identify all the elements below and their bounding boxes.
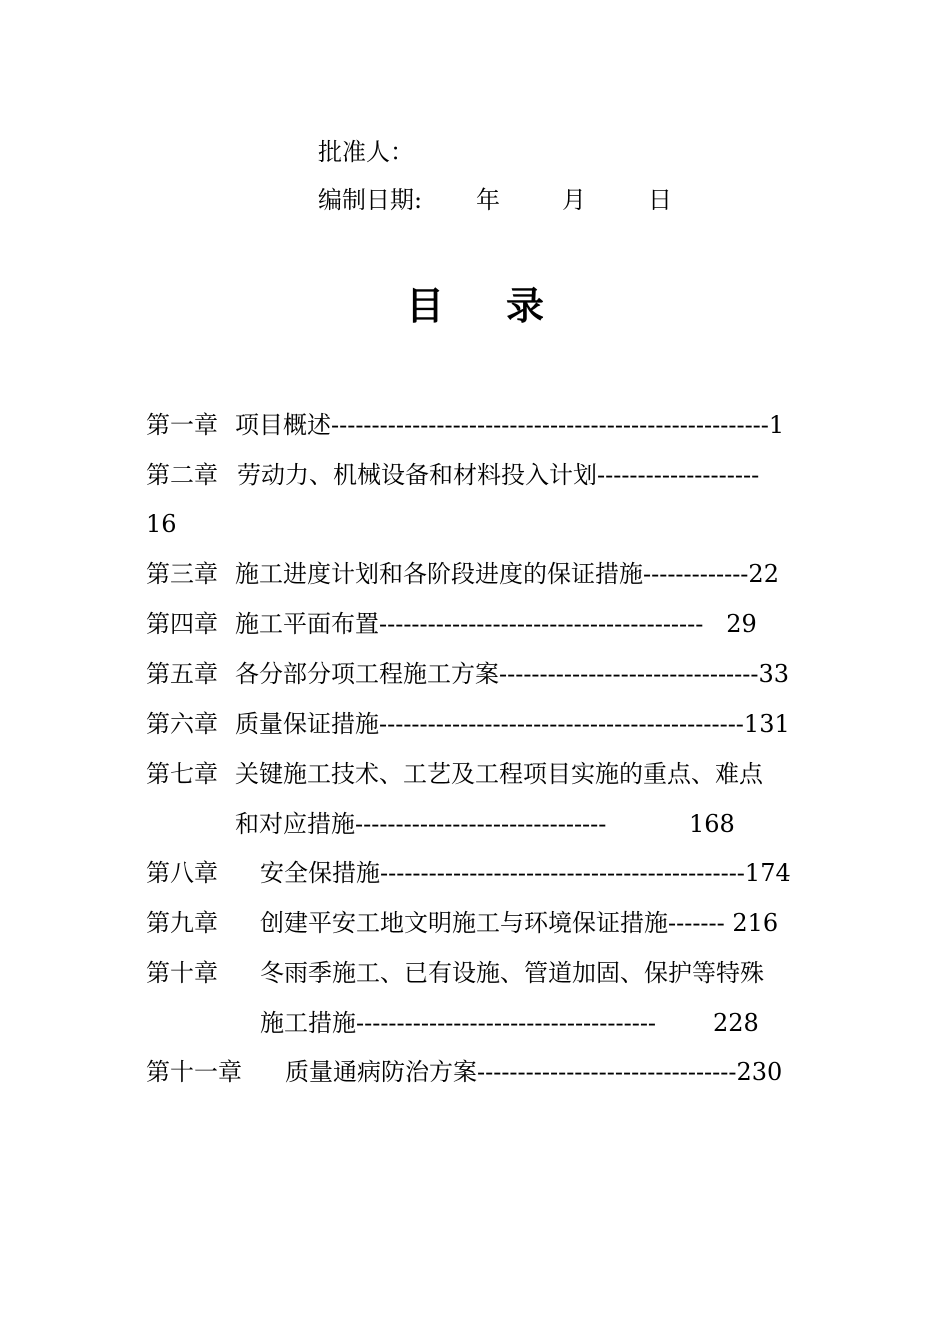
toc-page-number: 16 [146, 510, 177, 538]
toc-entry-8 [146, 858, 791, 888]
approver-line [318, 137, 414, 167]
toc-entry-5 [146, 659, 789, 689]
toc-title-char-2: 录 [506, 283, 545, 328]
toc-chapter-label: 第七章 [146, 760, 218, 788]
toc-chapter-label: 第八章 [146, 859, 218, 887]
toc-entry-7 [146, 759, 763, 789]
toc-entry-text: 冬雨季施工、已有设施、管道加固、保护等特殊 [260, 959, 764, 987]
toc-entry-text: 劳动力、机械设备和材料投入计划-------------------- [237, 461, 760, 489]
toc-chapter-label: 第三章 [146, 560, 218, 588]
toc-entry-7-cont [235, 809, 606, 839]
toc-entry-text: 各分部分项工程施工方案--------------------------------33 [235, 660, 790, 688]
year-label: 年 [476, 186, 500, 214]
toc-chapter-label: 第十一章 [146, 1058, 242, 1086]
toc-entry-10 [146, 958, 764, 988]
day-label: 日 [648, 186, 672, 214]
toc-entry-11 [146, 1057, 782, 1087]
toc-entry-text: 项目概述------------------------------------------------------1 [235, 411, 785, 439]
toc-chapter-label: 第十章 [146, 959, 218, 987]
toc-entry-6 [146, 709, 790, 739]
toc-entry-text: 安全保措施---------------------------------------------174 [260, 859, 791, 887]
toc-entry-10-page [713, 1008, 759, 1038]
toc-entry-text: 关键施工技术、工艺及工程项目实施的重点、难点 [235, 760, 763, 788]
toc-entry-3 [146, 559, 779, 589]
toc-chapter-label: 第一章 [146, 411, 218, 439]
toc-entry-text: 和对应措施------------------------------- [235, 810, 607, 838]
toc-entry-text: 施工平面布置---------------------------------------- 29 [235, 610, 757, 638]
toc-entry-text: 质量保证措施---------------------------------------------131 [235, 710, 790, 738]
toc-chapter-label: 第六章 [146, 710, 218, 738]
toc-entry-2-page [146, 509, 177, 539]
approver-label: 批准人： [318, 138, 414, 166]
toc-chapter-label: 第四章 [146, 610, 218, 638]
toc-entry-9 [146, 908, 778, 938]
toc-title-char-1: 目 [405, 283, 444, 328]
toc-chapter-label: 第五章 [146, 660, 218, 688]
toc-entry-2 [146, 460, 759, 490]
toc-page-number: 228 [713, 1009, 759, 1037]
toc-entry-7-page [689, 809, 735, 839]
toc-entry-text: 施工进度计划和各阶段进度的保证措施-------------22 [235, 560, 779, 588]
date-label: 编制日期: [318, 186, 423, 214]
month-label: 月 [562, 186, 586, 214]
toc-entry-text: 创建平安工地文明施工与环境保证措施------- 216 [260, 909, 779, 937]
toc-entry-text: 质量通病防治方案--------------------------------230 [285, 1058, 783, 1086]
toc-entry-text: 施工措施------------------------------------- [260, 1009, 657, 1037]
toc-chapter-label: 第九章 [146, 909, 218, 937]
toc-title [0, 283, 950, 329]
toc-page-number: 168 [689, 810, 735, 838]
toc-entry-1 [146, 410, 784, 440]
toc-entry-4 [146, 609, 757, 639]
toc-entry-10-cont [260, 1008, 656, 1038]
compile-date-line [318, 185, 672, 215]
toc-chapter-label: 第二章 [146, 461, 218, 489]
